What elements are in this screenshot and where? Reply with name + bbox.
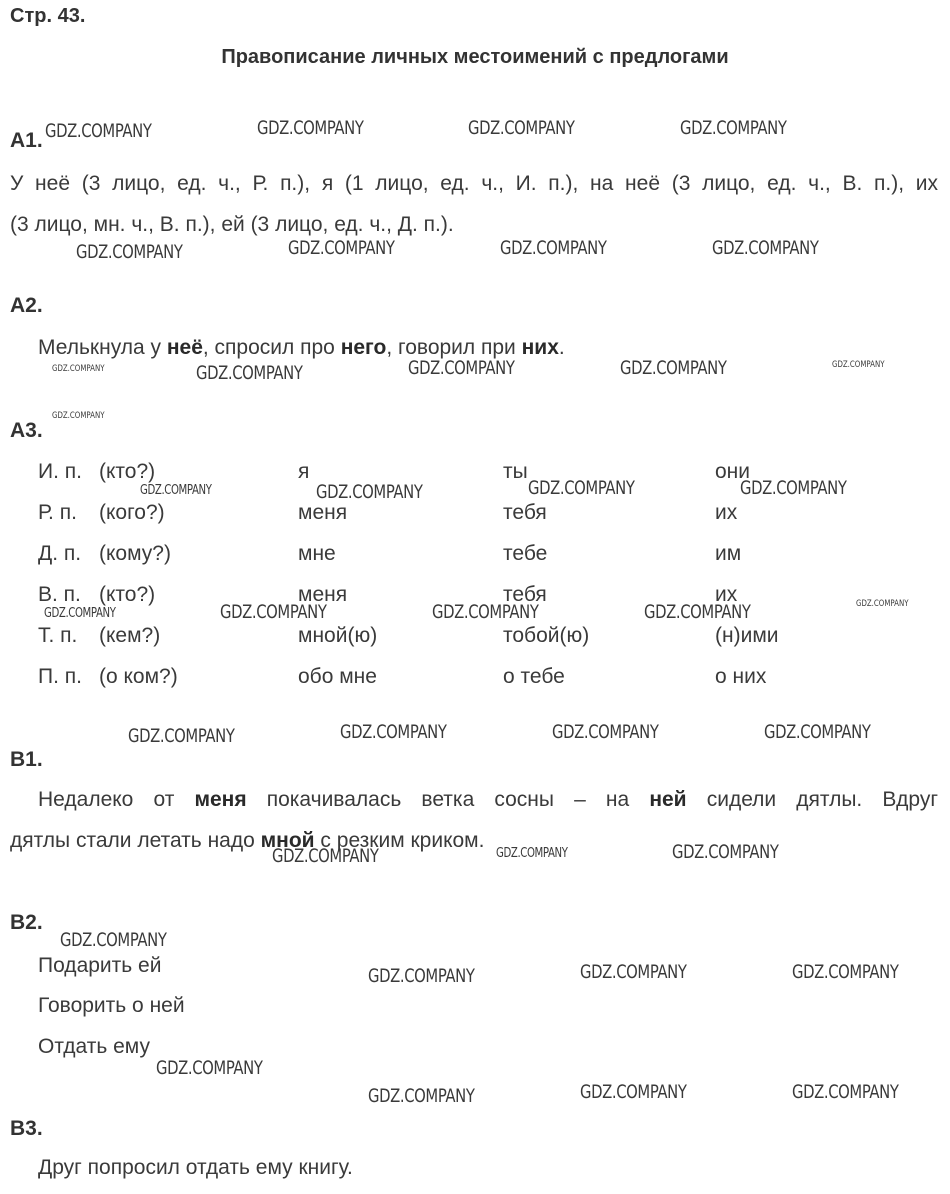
watermark: GDZ.COMPANY [60, 929, 167, 951]
b1-line-2 [10, 820, 484, 861]
watermark: GDZ.COMPANY [672, 841, 779, 863]
a3-row-question: (кому?) [99, 542, 171, 565]
section-b3-label: В3. [10, 1117, 43, 1140]
a2-text-1: Мелькнула у [38, 336, 167, 359]
a3-row-case: Д. п. [38, 542, 82, 565]
section-b1-label: В1. [10, 748, 43, 771]
watermark: GDZ.COMPANY [76, 241, 183, 263]
watermark: GDZ.COMPANY [220, 601, 327, 623]
a3-cell-1st-person: мне [298, 542, 336, 565]
a3-cell-2nd-person: тебе [503, 542, 548, 565]
b1-text-3: сидели дятлы. Вдруг [686, 788, 939, 811]
a2-text-3: , говорил при [386, 336, 522, 359]
page-title: Правописание личных местоимений с предлогами [221, 46, 729, 68]
b1-text-2: покачивалась ветка сосны – на [246, 788, 650, 811]
watermark: GDZ.COMPANY [272, 845, 379, 867]
a3-cell-2nd-person: тебя [503, 583, 547, 606]
b1-text-4: дятлы стали летать надо [10, 829, 261, 852]
watermark: GDZ.COMPANY [552, 721, 659, 743]
section-b2-label: В2. [10, 911, 43, 934]
watermark: GDZ.COMPANY [432, 601, 539, 623]
a2-pronoun-2: него [340, 336, 387, 359]
a3-row-question: (о ком?) [99, 665, 178, 688]
watermark: GDZ.COMPANY [368, 1085, 475, 1107]
a3-cell-2nd-person: тебя [503, 501, 547, 524]
a3-cell-3rd-person: (н)ими [715, 624, 779, 647]
watermark: GDZ.COMPANY [792, 1081, 899, 1103]
a3-row-question: (кем?) [99, 624, 161, 647]
page-label: Стр. 43. [10, 5, 86, 27]
a2-pronoun-3: них [521, 336, 559, 359]
watermark: GDZ.COMPANY [468, 117, 575, 139]
section-a1-label: А1. [10, 129, 43, 152]
a2-text-2: , спросил про [202, 336, 341, 359]
a3-row-case: В. п. [38, 583, 81, 606]
a1-line-1: У неё (3 лицо, ед. ч., Р. п.), я (1 лицо, ед. ч., И. п.), на неё (3 лицо, ед. ч., В. п.), их [10, 172, 938, 195]
watermark: GDZ.COMPANY [832, 360, 885, 370]
a3-row-case: И. п. [38, 460, 82, 483]
watermark: GDZ.COMPANY [740, 477, 847, 499]
b3-sentence: Друг попросил отдать ему книгу. [38, 1156, 353, 1179]
a3-cell-1st-person: я [298, 460, 310, 483]
a3-cell-2nd-person: о тебе [503, 665, 565, 688]
b1-pronoun-3: мной [260, 829, 315, 852]
watermark: GDZ.COMPANY [156, 1057, 263, 1079]
a3-cell-3rd-person: их [715, 501, 738, 524]
watermark: GDZ.COMPANY [140, 483, 212, 498]
a3-cell-1st-person: обо мне [298, 665, 377, 688]
a3-row-question: (кто?) [99, 460, 156, 483]
watermark: GDZ.COMPANY [196, 362, 303, 384]
b1-text-1: Недалеко от [38, 788, 195, 811]
a1-line-2: (3 лицо, мн. ч., В. п.), ей (3 лицо, ед. ч., Д. п.). [10, 213, 454, 236]
watermark: GDZ.COMPANY [856, 599, 909, 609]
watermark: GDZ.COMPANY [500, 237, 607, 259]
watermark: GDZ.COMPANY [257, 117, 364, 139]
a3-cell-3rd-person: о них [715, 665, 767, 688]
b1-line-1 [38, 779, 938, 820]
b2-item: Подарить ей [38, 954, 162, 977]
a3-cell-1st-person: мной(ю) [298, 624, 378, 647]
section-a2-label: А2. [10, 294, 43, 317]
watermark: GDZ.COMPANY [528, 477, 635, 499]
a3-row-case: Т. п. [38, 624, 78, 647]
watermark: GDZ.COMPANY [712, 237, 819, 259]
watermark: GDZ.COMPANY [792, 961, 899, 983]
b2-item: Отдать ему [38, 1035, 150, 1058]
a3-row-case: Р. п. [38, 501, 77, 524]
watermark: GDZ.COMPANY [52, 364, 105, 374]
a3-cell-2nd-person: тобой(ю) [503, 624, 590, 647]
a3-cell-3rd-person: они [715, 460, 751, 483]
watermark: GDZ.COMPANY [580, 961, 687, 983]
watermark: GDZ.COMPANY [580, 1081, 687, 1103]
watermark: GDZ.COMPANY [340, 721, 447, 743]
b1-pronoun-2: ней [649, 788, 687, 811]
a3-row-question: (кого?) [99, 501, 165, 524]
watermark: GDZ.COMPANY [288, 237, 395, 259]
section-a3-label: А3. [10, 419, 43, 442]
watermark: GDZ.COMPANY [52, 411, 105, 421]
watermark: GDZ.COMPANY [408, 357, 515, 379]
watermark: GDZ.COMPANY [44, 606, 116, 621]
a2-text-4: . [558, 336, 565, 359]
watermark: GDZ.COMPANY [128, 725, 235, 747]
a3-cell-2nd-person: ты [503, 460, 528, 483]
watermark: GDZ.COMPANY [316, 481, 423, 503]
a3-cell-1st-person: меня [298, 583, 348, 606]
a3-row-question: (кто?) [99, 583, 156, 606]
a3-cell-3rd-person: их [715, 583, 738, 606]
a3-cell-1st-person: меня [298, 501, 348, 524]
watermark: GDZ.COMPANY [368, 965, 475, 987]
watermark: GDZ.COMPANY [644, 601, 751, 623]
watermark: GDZ.COMPANY [620, 357, 727, 379]
watermark: GDZ.COMPANY [496, 846, 568, 861]
watermark: GDZ.COMPANY [45, 120, 152, 142]
watermark: GDZ.COMPANY [764, 721, 871, 743]
a2-pronoun-1: неё [166, 336, 203, 359]
b2-item: Говорить о ней [38, 994, 185, 1017]
watermark: GDZ.COMPANY [680, 117, 787, 139]
b1-pronoun-1: меня [194, 788, 247, 811]
a3-row-case: П. п. [38, 665, 82, 688]
b1-text-5: с резким криком. [314, 829, 485, 852]
a3-cell-3rd-person: им [715, 542, 742, 565]
